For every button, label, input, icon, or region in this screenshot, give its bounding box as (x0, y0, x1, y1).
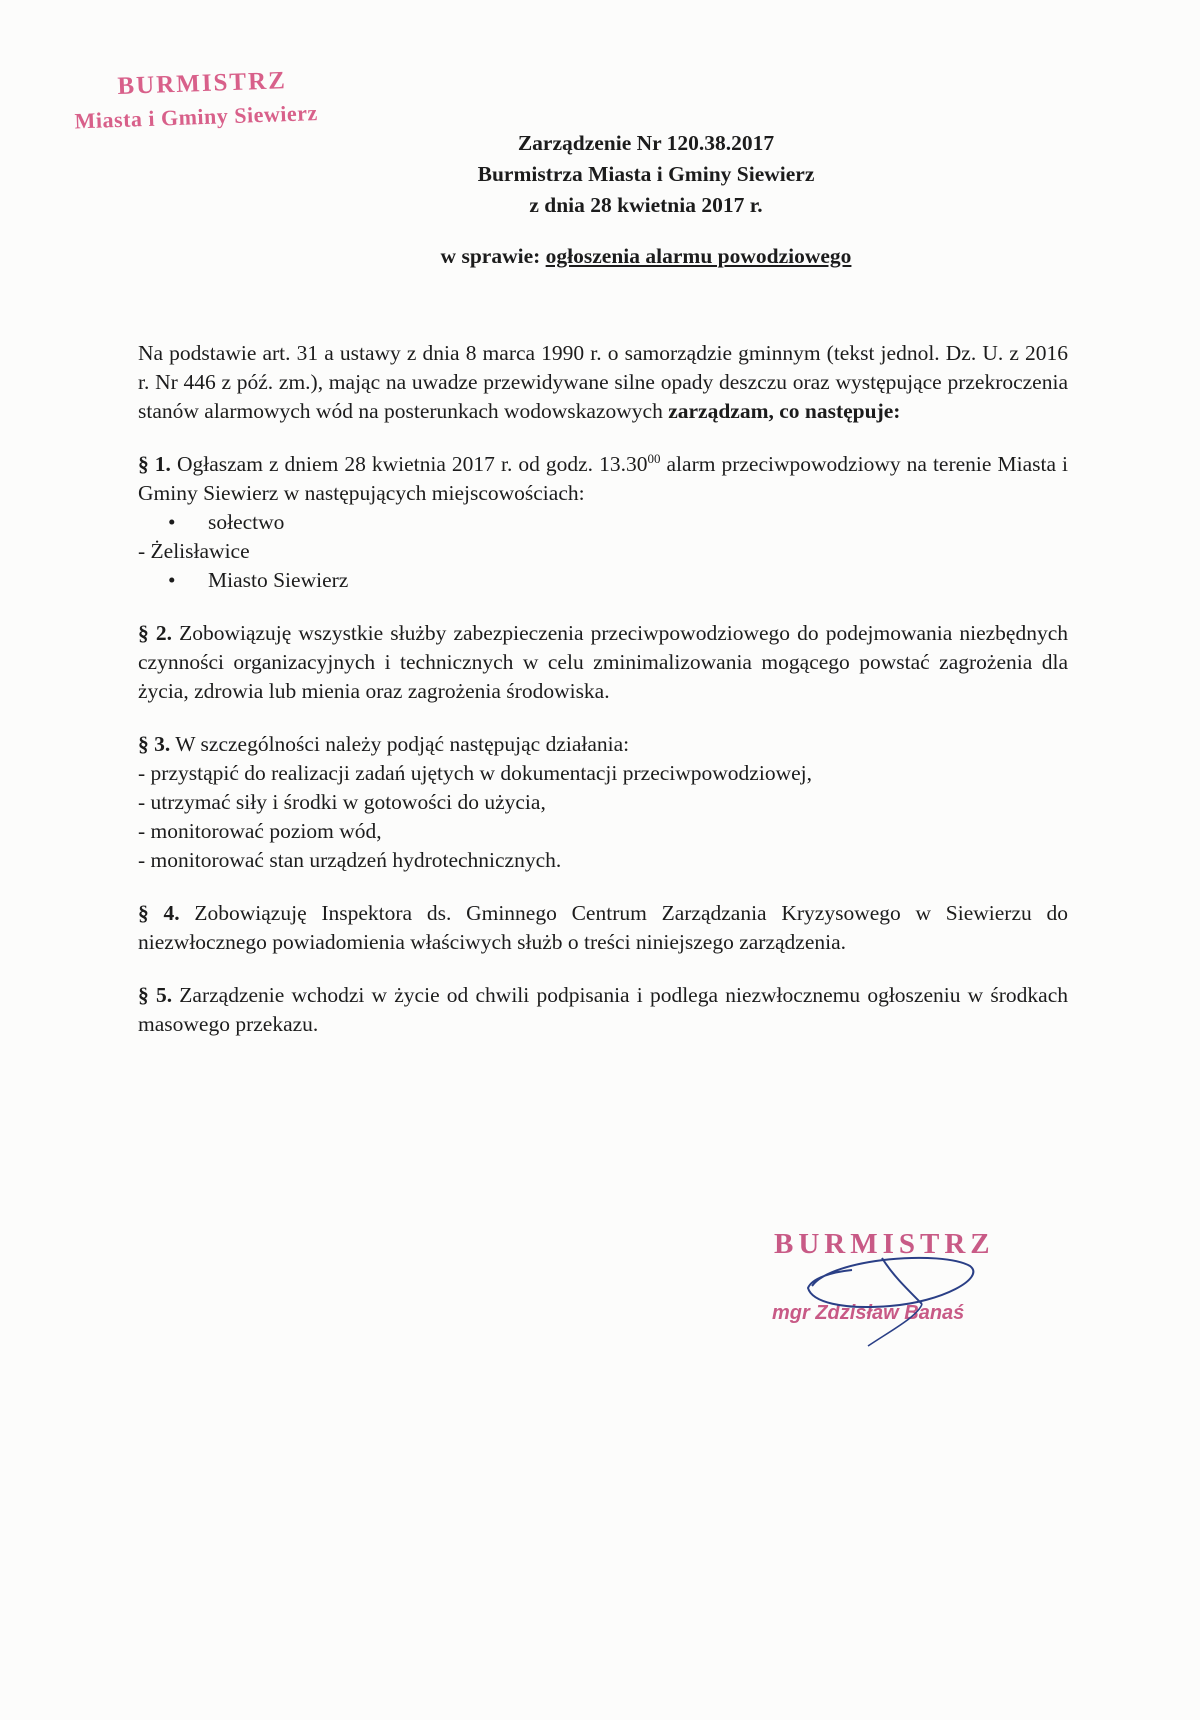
list-item: - monitorować poziom wód, (138, 819, 382, 843)
paragraph-4-mark: § 4. (138, 901, 180, 925)
paragraph-5-mark: § 5. (138, 983, 173, 1007)
signature-stamp (772, 1228, 1032, 1338)
handwritten-signature-icon (772, 1228, 1032, 1348)
stamp-subtitle: Miasta i Gminy Siewierz (74, 100, 319, 134)
subject-prefix: w sprawie: (440, 244, 541, 268)
paragraph-1-mark: § 1. (138, 452, 171, 476)
paragraph-5-text: Zarządzenie wchodzi w życie od chwili podpisania i podlega niezwłocznemu ogłoszeniu w środkach masowego przekazu. (138, 983, 1069, 1036)
intro-paragraph (138, 339, 1068, 426)
paragraph-3 (138, 730, 1068, 759)
issuer: Burmistrza Miasta i Gminy Siewierz (477, 162, 815, 186)
paragraph-2 (138, 619, 1068, 706)
paragraph-3-mark: § 3. (138, 732, 171, 756)
order-number: Zarządzenie Nr 120.38.2017 (517, 131, 775, 155)
paragraph-4-text: Zobowiązuję Inspektora ds. Gminnego Centrum Zarządzania Kryzysowego w Siewierzu do niezwłocznego powiadomienia właściwych służb o treści niniejszego zarządzenia. (138, 901, 1068, 954)
list-item: - przystąpić do realizacji zadań ujętych w dokumentacji przeciwpowodziowej, (138, 761, 812, 785)
time-superscript: 00 (647, 450, 661, 466)
bullet-icon: • (168, 568, 176, 592)
paragraph-1-text-a: Ogłaszam z dniem 28 kwietnia 2017 r. od godz. 13.30 (176, 452, 648, 476)
document-body (138, 339, 1068, 1039)
list-item-text: sołectwo (208, 510, 285, 534)
paragraph-1-text-b: alarm przeciwpowodziowy na terenie Miasta i Gminy Siewierz w następujących miejscowościach: (138, 452, 1068, 505)
subject-text: ogłoszenia alarmu powodziowego (545, 244, 852, 268)
paragraph-5 (138, 981, 1068, 1039)
intro-text: Na podstawie art. 31 a ustawy z dnia 8 marca 1990 r. o samorządzie gminnym (tekst jednol. Dz. U. z 2016 r. Nr 446 z póź. zm.), mając na uwadze przewidywane silne opady deszczu oraz występujące przekroczenia stanów alarmowych wód na posterunkach wodowskazowych (138, 341, 1068, 423)
list-item: - Żelisławice (138, 539, 250, 563)
paragraph-2-text: Zobowiązuję wszystkie służby zabezpieczenia przeciwpowodziowego do podejmowania niezbędnych czynności organizacyjnych i technicznych w celu zminimalizowania mogącego powstać zagrożenia dla życia, zdrowia lub mienia oraz zagrożenia środowiska. (138, 621, 1069, 703)
intro-bold: zarządzam, co następuje: (668, 399, 901, 423)
paragraph-3-text: W szczególności należy podjąć następując działania: (175, 732, 630, 756)
list-item (138, 566, 1068, 595)
list-item: - utrzymać siły i środki w gotowości do użycia, (138, 790, 546, 814)
stamp-title: BURMISTRZ (117, 67, 288, 101)
list-item: - monitorować stan urządzeń hydrotechnicznych. (138, 848, 562, 872)
subject-line (0, 244, 1200, 269)
signature-stamp-title: BURMISTRZ (774, 1228, 995, 1260)
list-item (138, 508, 1068, 537)
paragraph-4 (138, 899, 1068, 957)
order-date: z dnia 28 kwietnia 2017 r. (529, 193, 763, 217)
list-item-text: Miasto Siewierz (208, 568, 349, 592)
signature-stamp-name: mgr Zdzisław Banaś (772, 1302, 965, 1324)
bullet-icon: • (168, 510, 176, 534)
paragraph-2-mark: § 2. (138, 621, 172, 645)
document-header (0, 128, 1200, 221)
paragraph-1 (138, 450, 1068, 508)
official-stamp-top (73, 65, 335, 134)
